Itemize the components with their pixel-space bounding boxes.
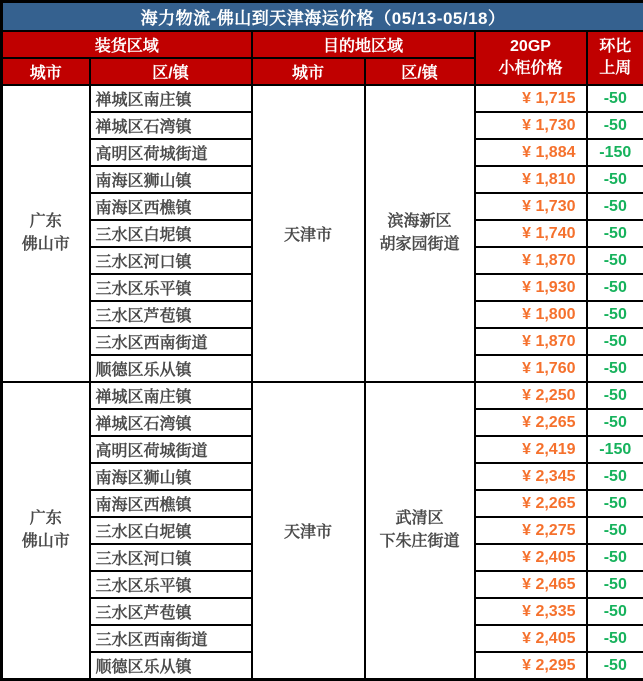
origin-city-cell [2,85,90,382]
change-cell: -50 [587,490,643,517]
price-cell: ¥ 1,740 [475,220,587,247]
town-cell: 顺德区乐从镇 [90,355,252,382]
change-cell: -50 [587,517,643,544]
town-cell: 高明区荷城街道 [90,139,252,166]
town-cell: 三水区白坭镇 [90,220,252,247]
change-cell: -50 [587,301,643,328]
price-cell: ¥ 2,345 [475,463,587,490]
town-cell: 三水区芦苞镇 [90,301,252,328]
dest-district-line2: 下朱庄街道 [367,531,473,553]
price-cell: ¥ 1,730 [475,193,587,220]
header-origin-district: 区/镇 [90,58,252,85]
change-cell: -50 [587,247,643,274]
origin-city-line2: 佛山市 [4,234,88,256]
price-cell: ¥ 1,884 [475,139,587,166]
town-cell: 南海区西樵镇 [90,490,252,517]
change-cell: -50 [587,463,643,490]
change-cell: -50 [587,166,643,193]
price-cell: ¥ 2,405 [475,544,587,571]
change-cell: -50 [587,598,643,625]
change-cell: -50 [587,571,643,598]
title-row [2,2,643,32]
change-cell: -50 [587,625,643,652]
table-row [2,85,643,112]
town-cell: 南海区狮山镇 [90,463,252,490]
price-cell: ¥ 2,419 [475,436,587,463]
price-cell: ¥ 2,405 [475,625,587,652]
header-loading-area: 装货区域 [2,31,252,58]
change-cell: -50 [587,544,643,571]
header-origin-city: 城市 [2,58,90,85]
price-cell: ¥ 2,335 [475,598,587,625]
price-cell: ¥ 1,730 [475,112,587,139]
town-cell: 三水区西南街道 [90,328,252,355]
town-cell: 三水区河口镇 [90,544,252,571]
dest-district-line1: 滨海新区 [367,211,473,233]
town-cell: 三水区西南街道 [90,625,252,652]
dest-city-cell: 天津市 [252,85,365,382]
change-cell: -50 [587,112,643,139]
header-dest-district: 区/镇 [365,58,475,85]
change-cell: -150 [587,436,643,463]
header-price-line1: 20GP [477,36,585,58]
dest-district-line2: 胡家园街道 [367,234,473,256]
dest-district-cell [365,382,475,680]
town-cell: 南海区狮山镇 [90,166,252,193]
price-cell: ¥ 2,275 [475,517,587,544]
town-cell: 禅城区南庄镇 [90,382,252,409]
change-cell: -50 [587,328,643,355]
header-destination-area: 目的地区域 [252,31,475,58]
price-cell: ¥ 1,810 [475,166,587,193]
dest-city-cell: 天津市 [252,382,365,680]
origin-city-line1: 广东 [4,508,88,530]
header-price-line2: 小柜价格 [477,58,585,80]
change-cell: -50 [587,382,643,409]
change-cell: -50 [587,85,643,112]
town-cell: 禅城区石湾镇 [90,409,252,436]
town-cell: 三水区白坭镇 [90,517,252,544]
price-cell: ¥ 2,295 [475,652,587,680]
price-cell: ¥ 2,265 [475,490,587,517]
header-change [587,31,643,85]
town-cell: 三水区河口镇 [90,247,252,274]
change-cell: -50 [587,409,643,436]
header-dest-city: 城市 [252,58,365,85]
dest-district-line1: 武清区 [367,508,473,530]
price-cell: ¥ 1,870 [475,247,587,274]
header-price [475,31,587,85]
price-cell: ¥ 2,265 [475,409,587,436]
price-cell: ¥ 1,760 [475,355,587,382]
origin-city-cell [2,382,90,680]
town-cell: 禅城区南庄镇 [90,85,252,112]
dest-district-cell [365,85,475,382]
town-cell: 三水区乐平镇 [90,571,252,598]
town-cell: 顺德区乐从镇 [90,652,252,680]
header-row-groups [2,31,643,58]
change-cell: -50 [587,652,643,680]
page-title: 海力物流-佛山到天津海运价格（05/13-05/18） [2,2,643,32]
price-cell: ¥ 1,930 [475,274,587,301]
town-cell: 三水区乐平镇 [90,274,252,301]
change-cell: -50 [587,355,643,382]
price-cell: ¥ 1,800 [475,301,587,328]
town-cell: 南海区西樵镇 [90,193,252,220]
town-cell: 三水区芦苞镇 [90,598,252,625]
price-cell: ¥ 1,715 [475,85,587,112]
town-cell: 高明区荷城街道 [90,436,252,463]
table-row [2,382,643,409]
change-cell: -50 [587,193,643,220]
change-cell: -150 [587,139,643,166]
origin-city-line2: 佛山市 [4,531,88,553]
origin-city-line1: 广东 [4,211,88,233]
header-change-line1: 环比 [589,36,643,58]
price-cell: ¥ 2,465 [475,571,587,598]
town-cell: 禅城区石湾镇 [90,112,252,139]
price-cell: ¥ 1,870 [475,328,587,355]
header-change-line2: 上周 [589,58,643,80]
change-cell: -50 [587,274,643,301]
price-cell: ¥ 2,250 [475,382,587,409]
change-cell: -50 [587,220,643,247]
